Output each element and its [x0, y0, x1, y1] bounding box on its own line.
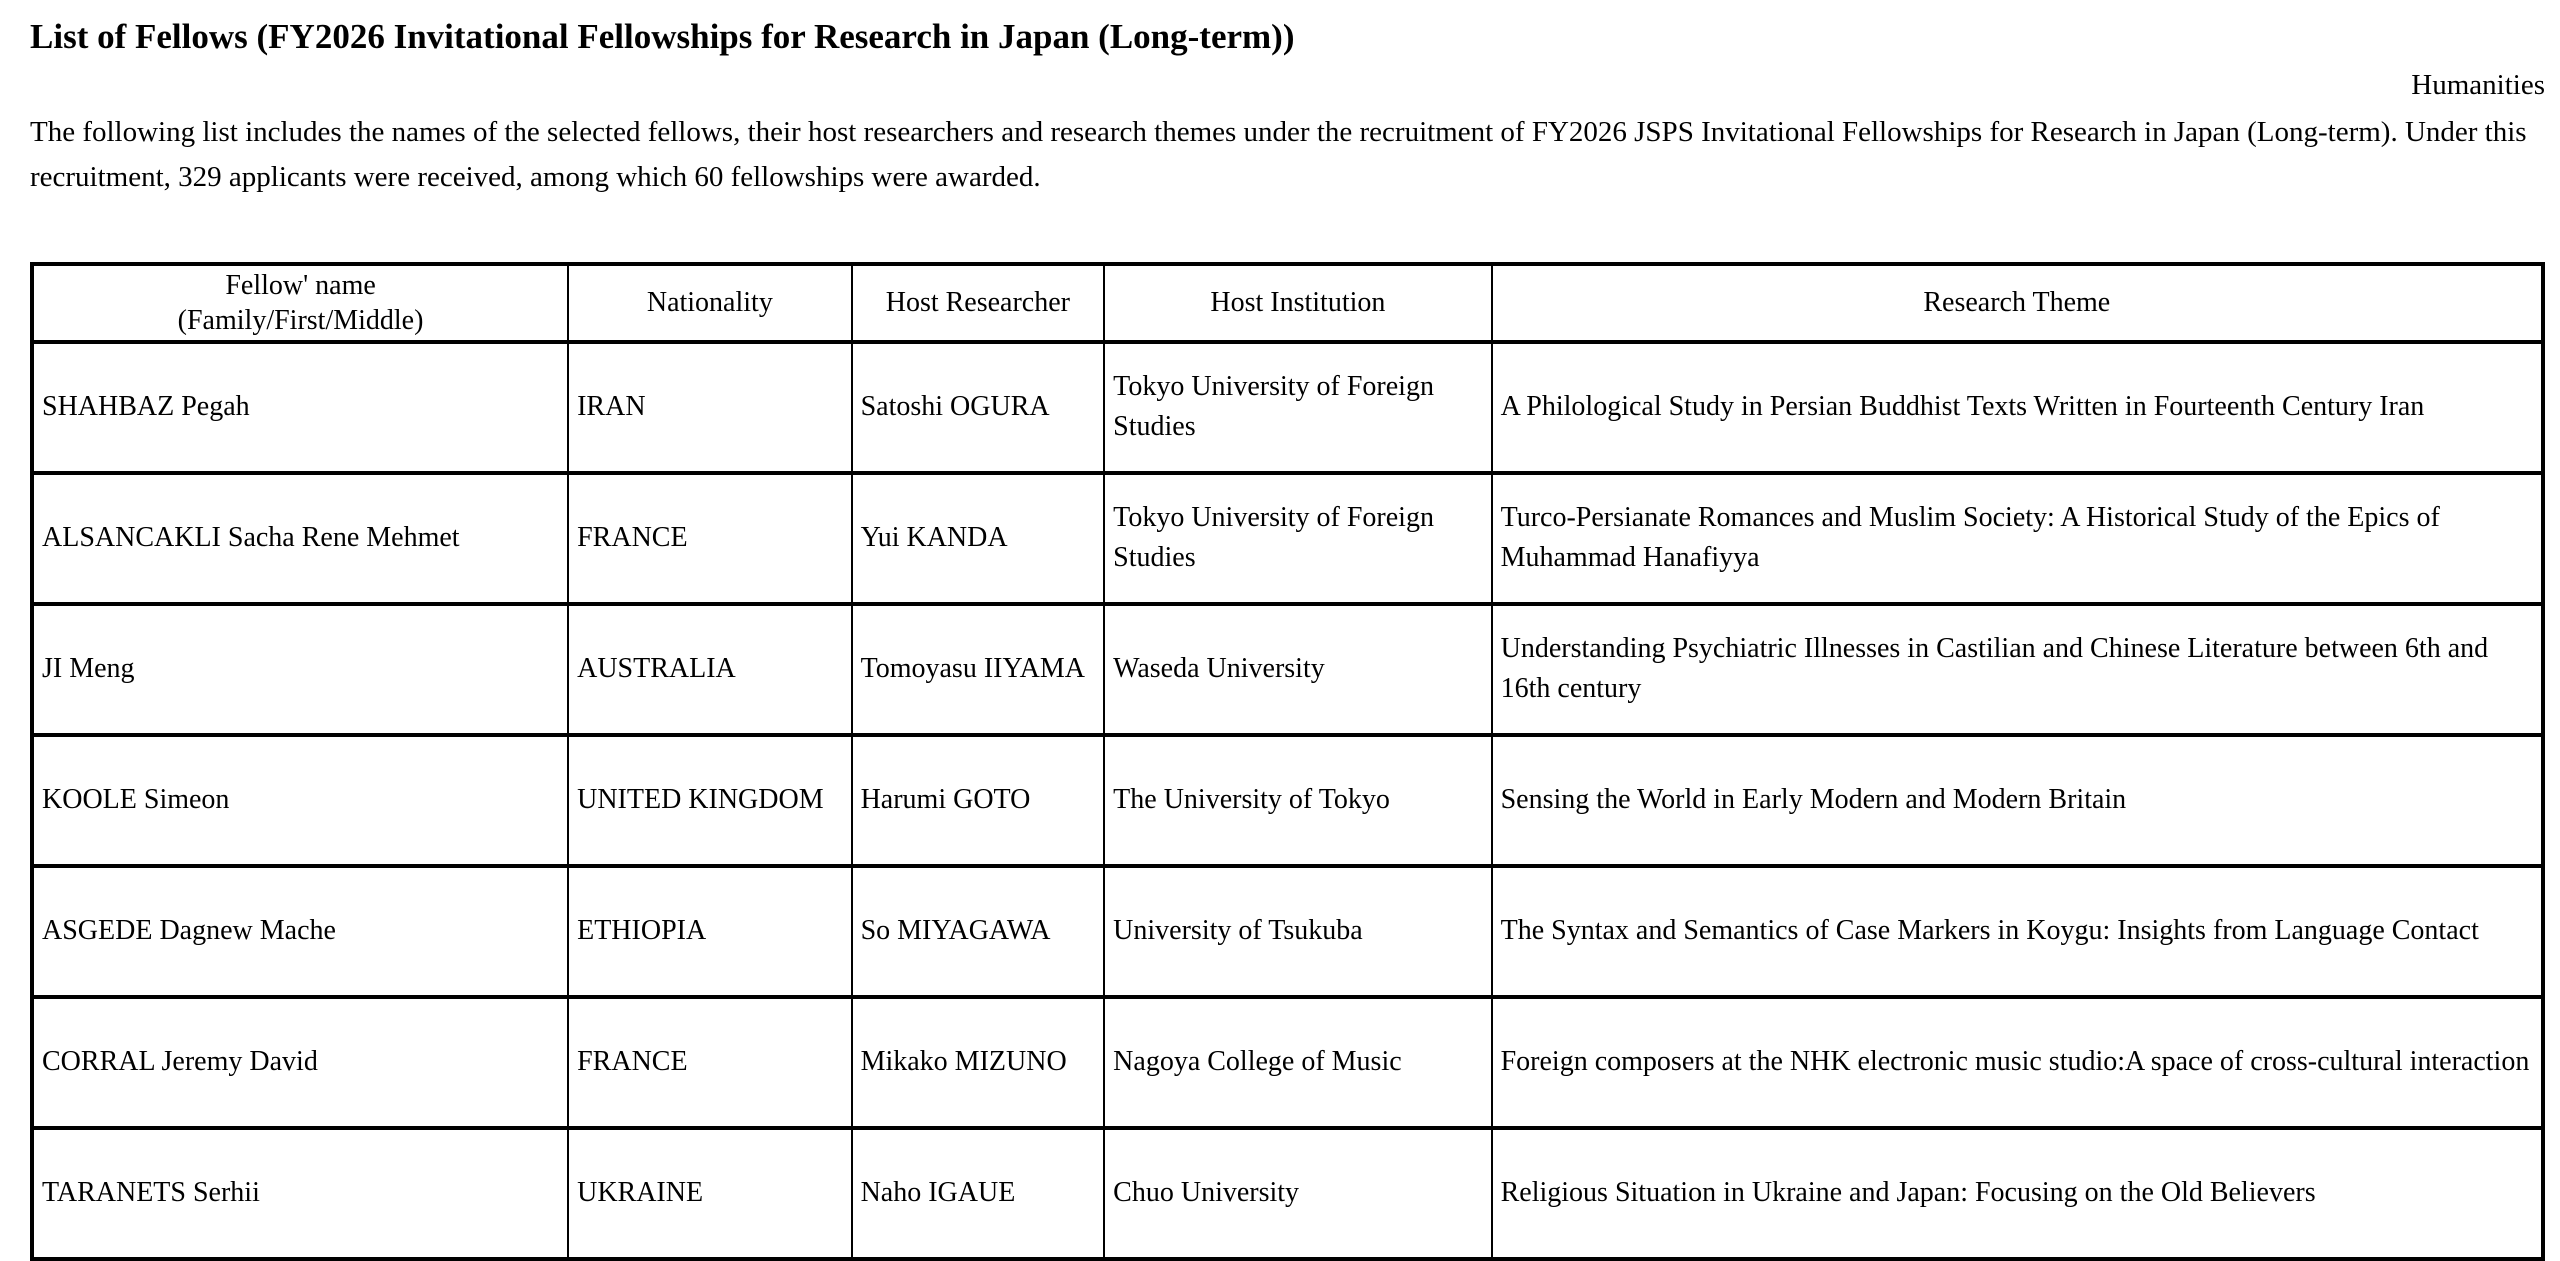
cell-host-institution: University of Tsukuba — [1104, 866, 1491, 997]
header-research-theme: Research Theme — [1492, 264, 2543, 342]
cell-nationality: FRANCE — [568, 997, 851, 1128]
cell-nationality: AUSTRALIA — [568, 604, 851, 735]
table-row — [32, 1128, 2543, 1259]
cell-host-researcher: Naho IGAUE — [852, 1128, 1105, 1259]
cell-fellow-name: KOOLE Simeon — [32, 735, 568, 866]
fellows-table-header — [32, 264, 2543, 342]
cell-research-theme: A Philological Study in Persian Buddhist Texts Written in Fourteenth Century Iran — [1492, 342, 2543, 473]
cell-host-institution: The University of Tokyo — [1104, 735, 1491, 866]
cell-research-theme: Turco-Persianate Romances and Muslim Society: A Historical Study of the Epics of Muhammad Hanafiyya — [1492, 473, 2543, 604]
table-row — [32, 997, 2543, 1128]
table-row — [32, 866, 2543, 997]
cell-host-institution: Nagoya College of Music — [1104, 997, 1491, 1128]
header-fellow-name-line2: (Family/First/Middle) — [177, 304, 424, 336]
cell-fellow-name: ALSANCAKLI Sacha Rene Mehmet — [32, 473, 568, 604]
cell-research-theme: Foreign composers at the NHK electronic music studio:A space of cross-cultural interaction — [1492, 997, 2543, 1128]
cell-research-theme: Sensing the World in Early Modern and Modern Britain — [1492, 735, 2543, 866]
cell-host-institution: Tokyo University of Foreign Studies — [1104, 473, 1491, 604]
header-nationality: Nationality — [568, 264, 851, 342]
header-fellow-name-line1: Fellow' name — [225, 269, 376, 301]
header-host-researcher: Host Researcher — [852, 264, 1105, 342]
cell-host-institution: Tokyo University of Foreign Studies — [1104, 342, 1491, 473]
table-row — [32, 604, 2543, 735]
cell-nationality: IRAN — [568, 342, 851, 473]
cell-fellow-name: TARANETS Serhii — [32, 1128, 568, 1259]
category-label: Humanities — [2411, 69, 2545, 101]
cell-host-researcher: Mikako MIZUNO — [852, 997, 1105, 1128]
cell-host-researcher: So MIYAGAWA — [852, 866, 1105, 997]
fellows-table-body — [32, 342, 2543, 1259]
cell-fellow-name: SHAHBAZ Pegah — [32, 342, 568, 473]
cell-host-institution: Waseda University — [1104, 604, 1491, 735]
header-row — [32, 264, 2543, 342]
header-fellow-name — [32, 264, 568, 342]
header-host-institution: Host Institution — [1104, 264, 1491, 342]
cell-nationality: ETHIOPIA — [568, 866, 851, 997]
cell-host-researcher: Tomoyasu IIYAMA — [852, 604, 1105, 735]
cell-research-theme: Religious Situation in Ukraine and Japan: Focusing on the Old Believers — [1492, 1128, 2543, 1259]
cell-nationality: UNITED KINGDOM — [568, 735, 851, 866]
cell-fellow-name: CORRAL Jeremy David — [32, 997, 568, 1128]
table-row — [32, 473, 2543, 604]
cell-nationality: UKRAINE — [568, 1128, 851, 1259]
cell-nationality: FRANCE — [568, 473, 851, 604]
cell-research-theme: The Syntax and Semantics of Case Markers in Koygu: Insights from Language Contact — [1492, 866, 2543, 997]
cell-host-institution: Chuo University — [1104, 1128, 1491, 1259]
cell-host-researcher: Satoshi OGURA — [852, 342, 1105, 473]
fellows-table — [30, 262, 2545, 1261]
page-title: List of Fellows (FY2026 Invitational Fellowships for Research in Japan (Long-term)) — [30, 17, 1295, 56]
cell-fellow-name: JI Meng — [32, 604, 568, 735]
table-row — [32, 735, 2543, 866]
table-row — [32, 342, 2543, 473]
cell-host-researcher: Harumi GOTO — [852, 735, 1105, 866]
cell-host-researcher: Yui KANDA — [852, 473, 1105, 604]
cell-fellow-name: ASGEDE Dagnew Mache — [32, 866, 568, 997]
intro-paragraph: The following list includes the names of the selected fellows, their host researchers and research themes under the recruitment of FY2026 JSPS Invitational Fellowships for Research in Japan (Long-term). Under this recruitment, 329 applicants were received, among which 60 fellowships were awarded. — [30, 115, 2527, 193]
cell-research-theme: Understanding Psychiatric Illnesses in Castilian and Chinese Literature between 6th and 16th century — [1492, 604, 2543, 735]
